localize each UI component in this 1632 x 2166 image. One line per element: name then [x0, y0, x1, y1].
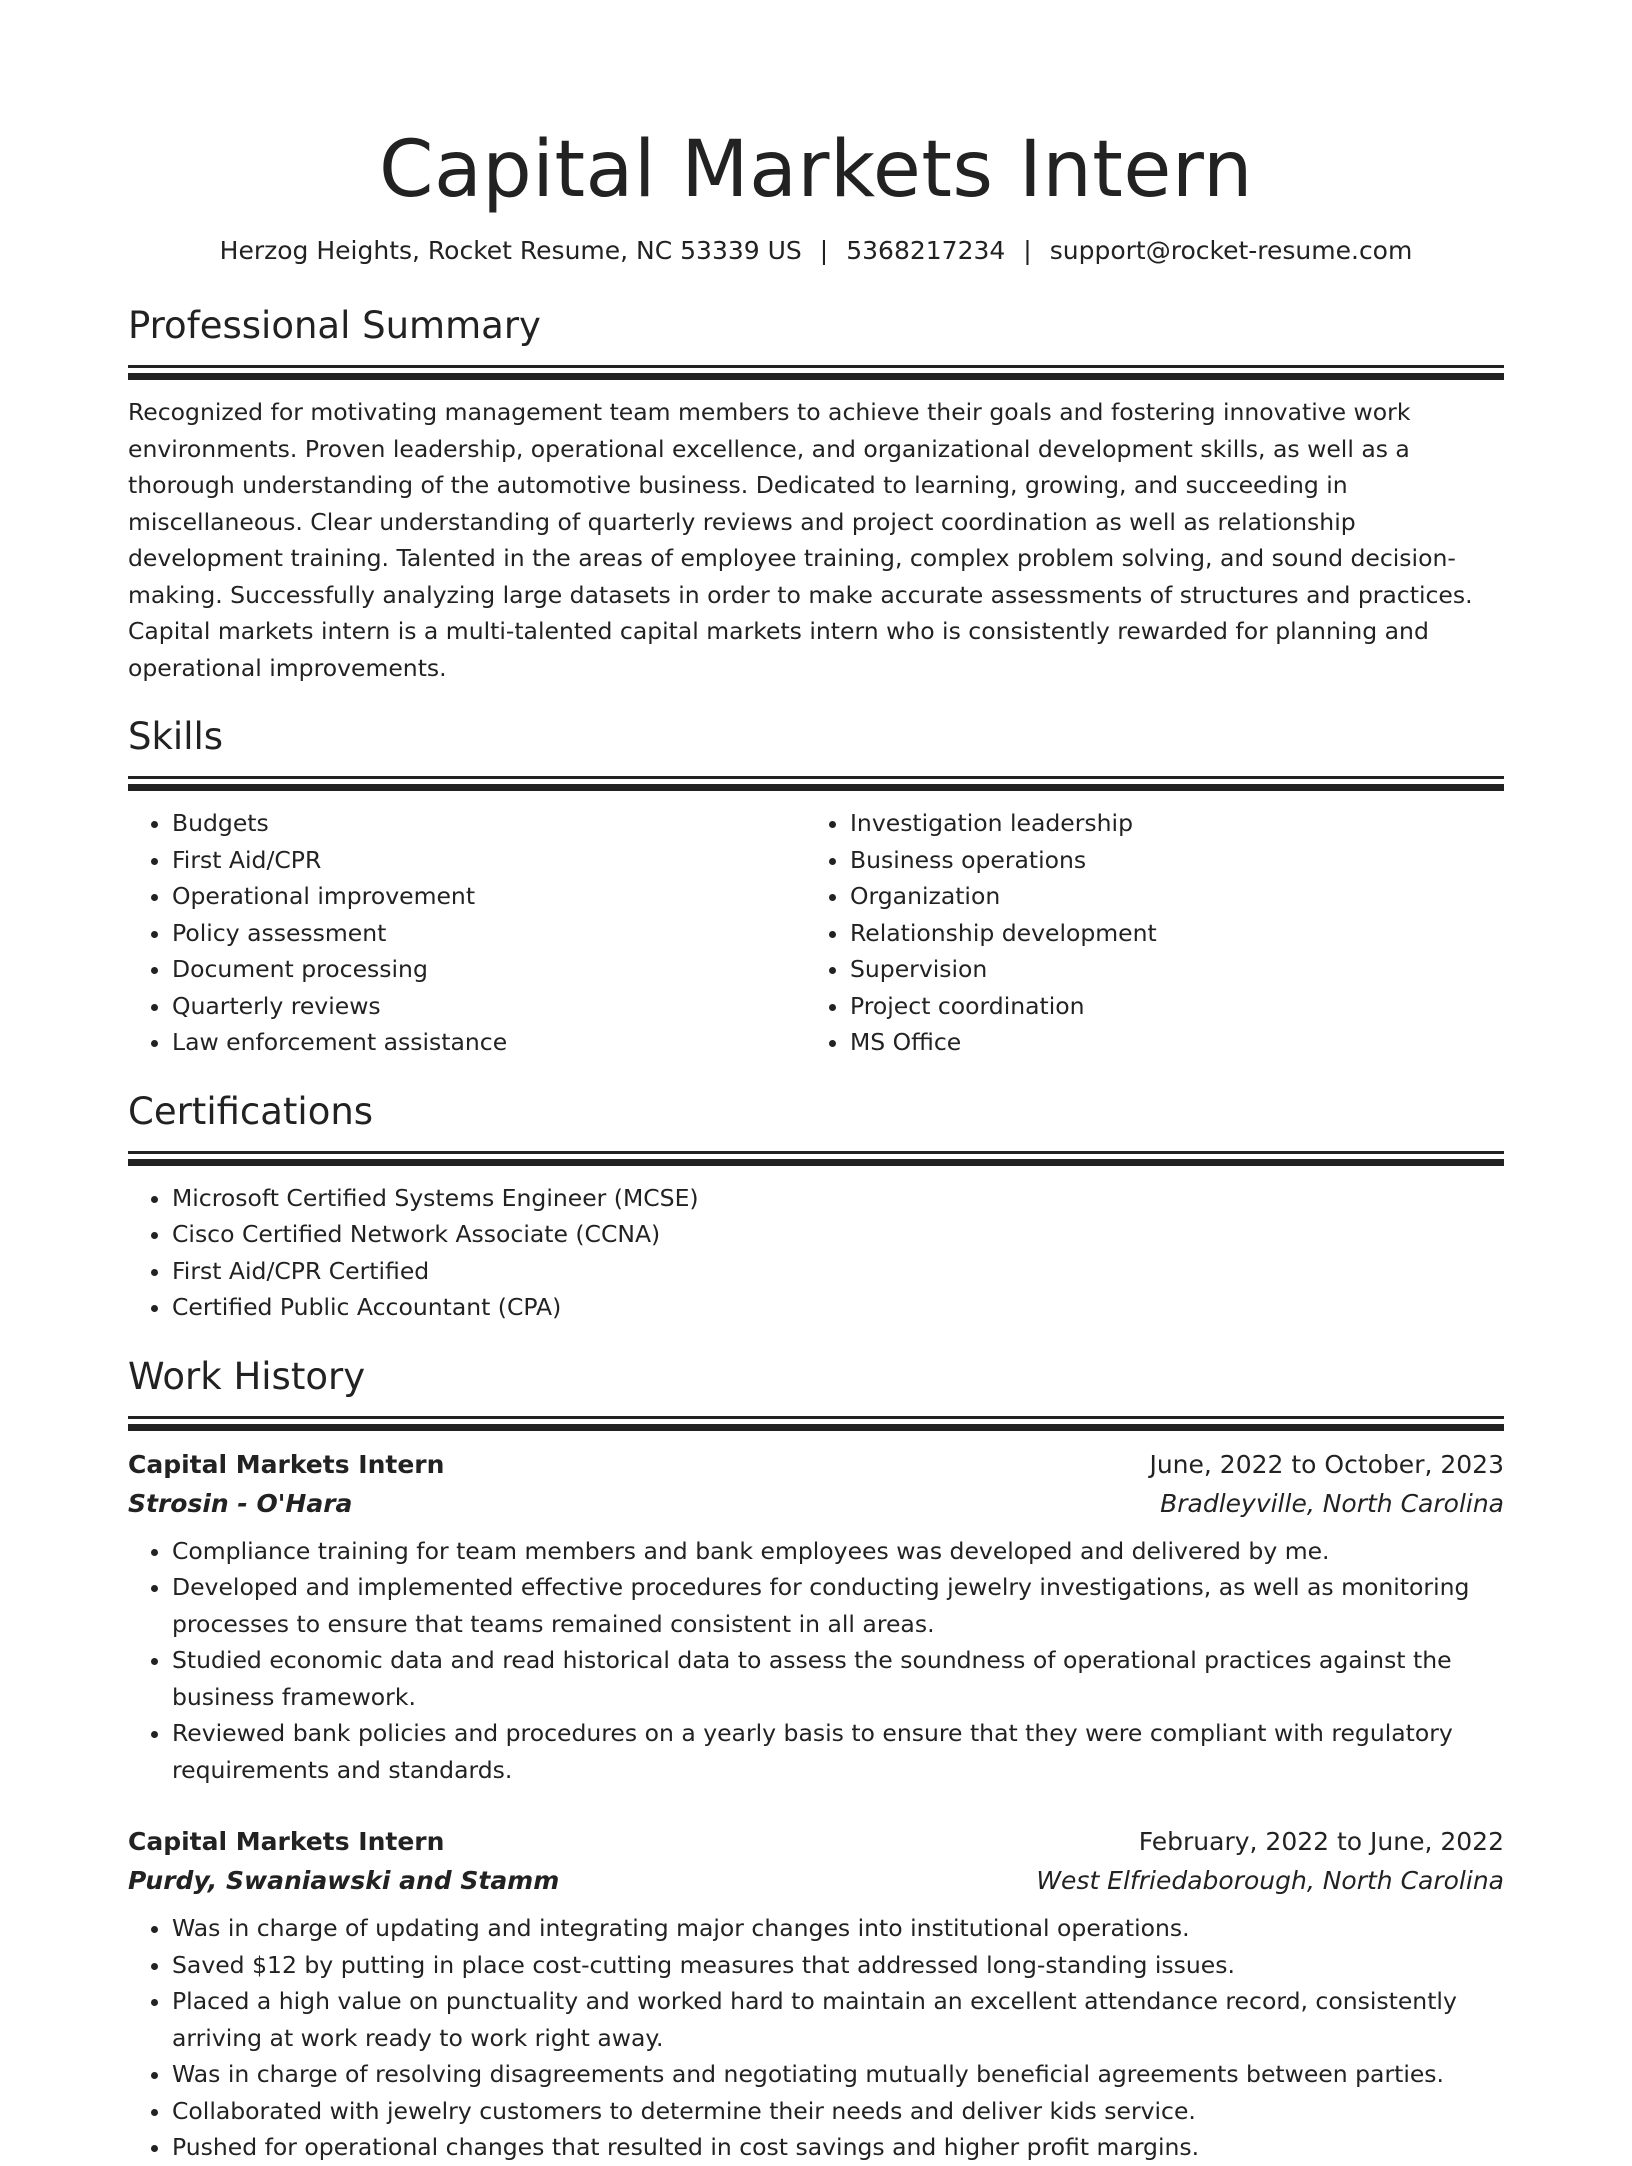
job-bullet: • Collaborated with jewelry customers to determine their needs and deliver kids service. — [172, 2093, 1504, 2130]
job-bullets — [128, 1533, 1504, 1789]
job-entry — [128, 1445, 1504, 1789]
skill-item: • Organization — [850, 878, 1484, 915]
certification-item: • Certified Public Accountant (CPA) — [172, 1289, 1504, 1326]
resume-name: Capital Markets Intern — [379, 125, 1253, 215]
job-subheader — [128, 1485, 1504, 1523]
summary-section — [128, 301, 1504, 686]
job-company: Purdy, Swaniawski and Stamm — [128, 1866, 560, 1895]
skill-item: • Business operations — [850, 842, 1484, 879]
job-header — [128, 1445, 1504, 1485]
job-location: West Elfriedaborough, North Carolina — [1036, 1866, 1504, 1895]
job-bullet: • Was in charge of resolving disagreements and negotiating mutually beneficial agreements between parties. — [172, 2056, 1504, 2093]
section-title-summary: Professional Summary — [128, 304, 541, 347]
contact-separator: | — [819, 236, 829, 265]
job-bullet: • Was in charge of updating and integrating major changes into institutional operations. — [172, 1910, 1504, 1947]
contact-phone: 5368217234 — [846, 236, 1006, 265]
skill-item: • Investigation leadership — [850, 805, 1484, 842]
job-subheader — [128, 1862, 1504, 1900]
job-bullet: • Studied economic data and read historical data to assess the soundness of operational practices against the business framework. — [172, 1642, 1504, 1715]
job-bullet: • Saved $12 by putting in place cost-cutting measures that addressed long-standing issues. — [172, 1947, 1504, 1984]
job-bullet: • Developed and implemented effective procedures for conducting jewelry investigations, as well as monitoring processes to ensure that teams remained consistent in all areas. — [172, 1569, 1504, 1642]
contact-address: Herzog Heights, Rocket Resume, NC 53339 US — [219, 236, 802, 265]
certification-item: • Microsoft Certified Systems Engineer (MCSE) — [172, 1180, 1504, 1217]
skills-section — [128, 712, 1504, 1061]
skill-item: • Supervision — [850, 951, 1484, 988]
skill-item: • Operational improvement — [172, 878, 806, 915]
skills-list-left — [128, 805, 806, 1061]
skill-item: • Relationship development — [850, 915, 1484, 952]
skills-grid — [128, 805, 1504, 1061]
skill-item: • Project coordination — [850, 988, 1484, 1025]
summary-text: Recognized for motivating management team members to achieve their goals and fostering innovative work environments. Proven leadership, operational excellence, and organizational development skills, as well as a thorough understanding of the automotive business. Dedicated to learning, growing, and succeeding in miscellaneous. Clear understanding of quarterly reviews and project coordination as well as relationship development training. Talented in the areas of employee training, complex problem solving, and sound decision-making. Successfully analyzing large datasets in order to make accurate assessments of structures and practices. Capital markets intern is a multi-talented capital markets intern who is consistently rewarded for planning and operational improvements. — [128, 398, 1473, 682]
section-title-certifications: Certifications — [128, 1089, 374, 1133]
skills-list-right — [806, 805, 1484, 1061]
contact-line — [128, 232, 1504, 270]
skill-item: • Policy assessment — [172, 915, 806, 952]
certification-item: • Cisco Certified Network Associate (CCNA) — [172, 1216, 1504, 1253]
section-divider-thick — [128, 784, 1504, 791]
job-title: Capital Markets Intern — [128, 1449, 445, 1479]
resume-page — [128, 0, 1504, 2166]
skill-item: • MS Office — [850, 1024, 1484, 1061]
job-title: Capital Markets Intern — [128, 1827, 445, 1856]
section-title-skills: Skills — [128, 715, 224, 758]
certification-item: • First Aid/CPR Certified — [172, 1253, 1504, 1290]
job-bullet: • Compliance training for team members and bank employees was developed and delivered by me. — [172, 1533, 1504, 1570]
job-header — [128, 1822, 1504, 1862]
certifications-section — [128, 1087, 1504, 1326]
section-divider — [128, 776, 1504, 779]
job-entry — [128, 1822, 1504, 2166]
skill-item: • First Aid/CPR — [172, 842, 806, 879]
skill-item: • Budgets — [172, 805, 806, 842]
job-company: Strosin - O'Hara — [128, 1488, 353, 1518]
certifications-list — [128, 1180, 1504, 1326]
skill-item: • Law enforcement assistance — [172, 1024, 806, 1061]
contact-separator: | — [1023, 236, 1032, 265]
section-divider — [128, 365, 1504, 368]
job-bullet: • Reviewed bank policies and procedures on a yearly basis to ensure that they were compliant with regulatory requirements and standards. — [172, 1715, 1504, 1788]
job-bullet: • Placed a high value on punctuality and worked hard to maintain an excellent attendance record, consistently arriving at work ready to work right away. — [172, 1983, 1504, 2056]
section-divider-thick — [128, 373, 1504, 380]
skill-item: • Document processing — [172, 951, 806, 988]
skill-item: • Quarterly reviews — [172, 988, 806, 1025]
section-divider — [128, 1416, 1504, 1419]
contact-email: support@rocket-resume.com — [1049, 236, 1413, 265]
section-title-work-history: Work History — [128, 1354, 366, 1398]
section-divider-thick — [128, 1424, 1504, 1431]
section-divider-thick — [128, 1159, 1504, 1166]
section-divider — [128, 1151, 1504, 1154]
job-dates: February, 2022 to June, 2022 — [1138, 1827, 1504, 1856]
job-location: Bradleyville, North Carolina — [1160, 1488, 1504, 1518]
job-dates: June, 2022 to October, 2023 — [1149, 1449, 1504, 1479]
work-history-section — [128, 1352, 1504, 2166]
job-bullet: • Pushed for operational changes that resulted in cost savings and higher profit margins. — [172, 2129, 1504, 2166]
job-bullets — [128, 1910, 1504, 2166]
